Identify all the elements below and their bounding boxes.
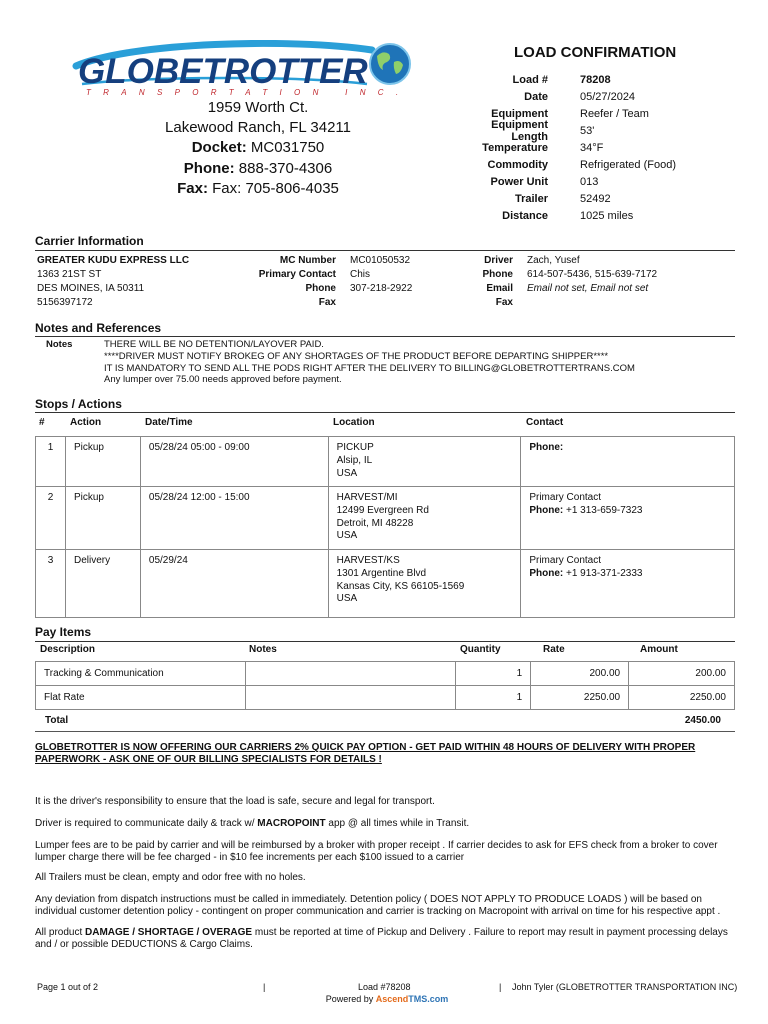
- stop-datetime: 05/29/24: [140, 550, 328, 618]
- note-line: IT IS MANDATORY TO SEND ALL THE PODS RIGHT AFTER THE DELIVERY TO BILLING@GLOBETROTTERTRANS.COM: [104, 362, 635, 374]
- stops-col-header: Date/Time: [145, 417, 193, 428]
- notes-text: [104, 339, 635, 386]
- pay-rate: 200.00: [531, 662, 629, 686]
- stop-location: [328, 550, 521, 618]
- stop-number: 3: [36, 550, 66, 618]
- term-safety: It is the driver's responsibility to ensure that the load is safe, secure and legal for transport.: [35, 796, 435, 807]
- footer-load: Load #78208: [358, 982, 411, 992]
- fax-line: [128, 179, 388, 199]
- load-field-value: 05/27/2024: [580, 91, 636, 104]
- carrier-section-title: Carrier Information: [35, 234, 144, 248]
- contact-phone: +1 313-659-7323: [566, 504, 643, 516]
- divider: [35, 336, 735, 337]
- pay-quantity: 1: [456, 686, 531, 710]
- location-line: HARVEST/KS: [336, 555, 400, 566]
- stop-action: Delivery: [65, 550, 140, 618]
- pay-col-header: Rate: [543, 644, 565, 655]
- address-line-2: Lakewood Ranch, FL 34211: [165, 119, 351, 137]
- carrier-field-label: Fax: [318, 297, 336, 308]
- stop-location: [328, 487, 521, 550]
- phone-label: Phone:: [183, 159, 235, 177]
- load-details: [470, 72, 730, 224]
- load-field-label: Equipment: [491, 108, 548, 121]
- docket-label: Docket:: [191, 139, 247, 157]
- load-field-value: Refrigerated (Food): [580, 158, 676, 171]
- table-row: [36, 437, 735, 487]
- ascend-brand: Ascend: [375, 994, 409, 1004]
- load-field-row: [470, 89, 730, 106]
- term-bold: DAMAGE / SHORTAGE / OVERAGE: [85, 927, 253, 938]
- pay-section-title: Pay Items: [35, 625, 92, 639]
- carrier-street: 1363 21ST ST: [37, 269, 102, 280]
- stop-location: [328, 437, 521, 487]
- carrier-mid-labels: [230, 254, 336, 310]
- driver-field-value: 614-507-5436, 515-639-7172: [527, 269, 658, 280]
- load-field-value: 53': [580, 125, 595, 138]
- pay-col-header: Notes: [249, 644, 277, 655]
- logo-subtitle: TRANSPORTATION INC.: [86, 88, 411, 97]
- carrier-phone: 5156397172: [37, 297, 93, 308]
- powered-by-label: Powered by: [325, 994, 376, 1004]
- term-text: Driver is required to communicate daily & track w/: [35, 818, 258, 829]
- location-line: Alsip, IL: [336, 454, 373, 466]
- load-field-label: Power Unit: [490, 175, 548, 188]
- term-text: app @ all times while in Transit.: [325, 818, 470, 829]
- load-field-value: 34°F: [580, 142, 604, 154]
- load-field-value: 52492: [580, 192, 611, 205]
- total-value: 2450.00: [684, 715, 721, 726]
- load-field-label: Temperature: [482, 142, 548, 154]
- stops-section-title: Stops / Actions: [35, 397, 122, 411]
- pay-total-row: [35, 710, 735, 732]
- stop-contact: [521, 487, 735, 550]
- pay-quantity: 1: [456, 662, 531, 686]
- driver-field-value: [527, 296, 657, 310]
- table-row: [36, 487, 735, 550]
- term-damage: [35, 927, 735, 951]
- pay-notes: [245, 686, 456, 710]
- carrier-mid-values: [350, 254, 412, 310]
- pay-amount: 2250.00: [629, 686, 735, 710]
- carrier-field-value: [350, 296, 412, 310]
- location-line: USA: [336, 467, 358, 479]
- quick-pay-promo: GLOBETROTTER IS NOW OFFERING OUR CARRIERS 2% QUICK PAY OPTION - GET PAID WITHIN 48 HOURS OF DELIVERY WITH PROPER PAPERWORK - ASK ONE OF OUR BILLING SPECIALISTS FOR DETAILS !: [35, 742, 696, 765]
- term-bold: MACROPOINT: [257, 818, 326, 829]
- pay-col-header: Description: [40, 644, 96, 655]
- stop-number: 2: [36, 487, 66, 550]
- location-line: 12499 Evergreen Rd: [336, 504, 429, 516]
- location-line: Kansas City, KS 66105-1569: [336, 580, 465, 592]
- load-field-label: Load #: [512, 74, 548, 87]
- stop-contact: [521, 437, 735, 487]
- company-logo: [72, 40, 422, 102]
- load-field-value: 78208: [580, 74, 611, 87]
- address-line-1: 1959 Worth Ct.: [207, 99, 309, 116]
- pay-col-header: Amount: [640, 644, 678, 655]
- carrier-field-label: MC Number: [279, 255, 336, 266]
- carrier-field-label: Primary Contact: [258, 269, 336, 280]
- stop-datetime: 05/28/24 12:00 - 15:00: [140, 487, 328, 550]
- load-field-row: [470, 173, 730, 190]
- footer-page: Page 1 out of 2: [37, 982, 99, 992]
- footer-user: John Tyler (GLOBETROTTER TRANSPORTATION INC): [512, 982, 738, 992]
- stop-datetime: 05/28/24 05:00 - 09:00: [140, 437, 328, 487]
- load-field-label: Commodity: [487, 158, 548, 171]
- pay-col-header: Quantity: [460, 644, 501, 655]
- term-text: must be reported at time of Pickup and Delivery . Failure to report may result in payment processing delays and / or possible DEDUCTIONS & Cargo Claims.: [35, 927, 728, 950]
- docket-line: [128, 138, 388, 158]
- term-trailers: All Trailers must be clean, empty and odor free with no holes.: [35, 872, 306, 883]
- pay-amount: 200.00: [629, 662, 735, 686]
- contact-phone-label: Phone:: [529, 567, 564, 579]
- carrier-field-value: 307-218-2922: [350, 283, 413, 294]
- ascend-tms-link[interactable]: TMS.com: [408, 994, 449, 1004]
- stops-col-header: Action: [70, 417, 102, 428]
- powered-by: [312, 994, 462, 1004]
- docket-value: MC031750: [250, 139, 325, 157]
- pay-description: Tracking & Communication: [36, 662, 246, 686]
- pay-header: [35, 642, 735, 660]
- fax-label: Fax:: [177, 179, 208, 197]
- driver-field-label: Fax: [495, 297, 513, 308]
- contact-phone: +1 913-371-2333: [566, 567, 643, 579]
- phone-value: 888-370-4306: [238, 159, 333, 177]
- carrier-name: GREATER KUDU EXPRESS LLC: [37, 255, 190, 266]
- load-field-row: [470, 72, 730, 89]
- location-line: 1301 Argentine Blvd: [336, 567, 427, 579]
- carrier-address: [37, 254, 189, 310]
- load-field-label: Trailer: [514, 192, 548, 205]
- load-field-value: 1025 miles: [580, 209, 634, 222]
- term-tracking: [35, 818, 735, 830]
- driver-field-value: Zach, Yusef: [527, 255, 580, 266]
- contact-phone-label: Phone:: [529, 442, 564, 453]
- load-field-row: [470, 207, 730, 224]
- driver-field-value: Email not set, Email not set: [527, 283, 649, 294]
- term-text: All product: [35, 927, 86, 938]
- load-field-label: Date: [524, 91, 548, 104]
- driver-field-label: Phone: [482, 269, 513, 280]
- carrier-field-value: Chis: [350, 269, 371, 280]
- table-row: [36, 662, 735, 686]
- load-field-value: 013: [580, 175, 599, 188]
- carrier-city: DES MOINES, IA 50311: [37, 283, 145, 294]
- note-line: THERE WILL BE NO DETENTION/LAYOVER PAID.: [104, 339, 324, 350]
- load-field-row: [470, 156, 730, 173]
- carrier-field-label: Phone: [305, 283, 336, 294]
- stop-contact: [521, 550, 735, 618]
- carrier-right-values: [527, 254, 657, 310]
- carrier-field-value: MC01050532: [350, 255, 411, 266]
- company-address: [128, 98, 388, 199]
- stop-action: Pickup: [65, 487, 140, 550]
- pay-rate: 2250.00: [531, 686, 629, 710]
- load-field-label: Equipment Length: [491, 119, 548, 144]
- driver-field-label: Email: [486, 283, 513, 294]
- table-row: [36, 686, 735, 710]
- pay-notes: [245, 662, 456, 686]
- divider: [35, 250, 735, 251]
- stops-col-header: #: [39, 417, 45, 428]
- driver-field-label: Driver: [484, 255, 513, 266]
- fax-value: Fax: 705-806-4035: [212, 179, 339, 197]
- stops-col-header: Location: [333, 417, 375, 428]
- load-field-row: [470, 140, 730, 157]
- footer-separator: |: [499, 982, 502, 992]
- table-row: [36, 550, 735, 618]
- carrier-right-labels: [470, 254, 513, 310]
- stops-col-header: Contact: [526, 417, 564, 428]
- contact-phone-label: Phone:: [529, 504, 564, 516]
- note-line: ****DRIVER MUST NOTIFY BROKEG OF ANY SHORTAGES OF THE PRODUCT BEFORE DEPARTING SHIPPER****: [104, 350, 609, 362]
- total-label: Total: [45, 715, 69, 726]
- load-field-row: [470, 190, 730, 207]
- stops-table: [35, 436, 735, 618]
- contact-name: Primary Contact: [529, 555, 602, 566]
- stop-action: Pickup: [65, 437, 140, 487]
- footer-separator: |: [263, 982, 266, 992]
- stops-header: [35, 413, 735, 433]
- location-line: USA: [336, 530, 358, 542]
- load-field-value: Reefer / Team: [580, 108, 649, 121]
- term-lumper: Lumper fees are to be paid by carrier and will be reimbursed by a broker with proper receipt . If carrier decides to ask for EFS check from a broker to cover lumper charge there will be fee charged - in $10 fee increments per each $100 issued to a carrier: [35, 840, 718, 863]
- location-line: PICKUP: [336, 442, 374, 453]
- logo-wordmark: GLOBETROTTER: [78, 52, 368, 91]
- notes-label: Notes: [46, 339, 73, 350]
- phone-line: [128, 159, 388, 179]
- location-line: USA: [336, 593, 358, 605]
- pay-table: [35, 661, 735, 710]
- location-line: Detroit, MI 48228: [336, 517, 414, 529]
- load-field-label: Distance: [502, 209, 548, 222]
- pay-description: Flat Rate: [36, 686, 246, 710]
- term-detention: Any deviation from dispatch instructions must be called in immediately. Detention policy ( DOES NOT APPLY TO PRODUCE LOADS ) will be based on individual customer detention policy - contingent on proper communication and carrier is tracking on Macropoint with arrival on time for his respective appt .: [35, 894, 721, 917]
- stop-number: 1: [36, 437, 66, 487]
- load-field-row: [470, 119, 730, 144]
- note-line: Any lumper over 75.00 needs approved before payment.: [104, 374, 342, 386]
- contact-name: Primary Contact: [529, 492, 602, 503]
- location-line: HARVEST/MI: [336, 492, 398, 503]
- notes-section-title: Notes and References: [35, 321, 162, 335]
- load-confirmation-title: LOAD CONFIRMATION: [514, 44, 677, 61]
